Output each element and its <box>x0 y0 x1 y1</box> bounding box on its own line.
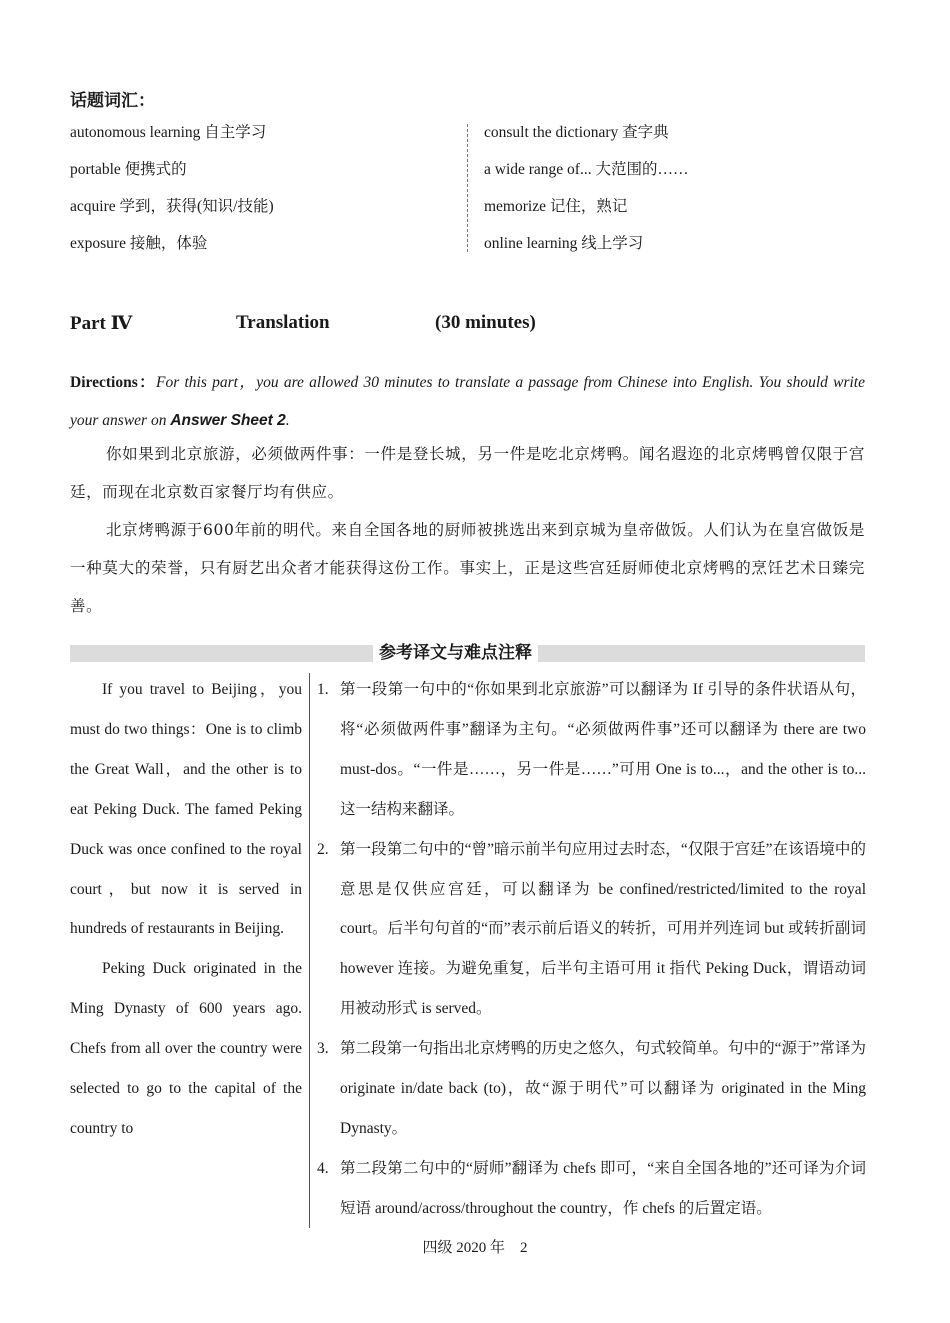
part-header <box>70 312 770 340</box>
note-item <box>317 670 866 830</box>
note-item <box>317 830 866 1030</box>
directions-end: . <box>285 412 290 429</box>
vocab-item: exposure 接触，体验 <box>70 235 208 252</box>
vocab-list-left <box>70 122 450 270</box>
vocab-item: a wide range of... 大范围的…… <box>484 161 689 178</box>
section-title: 参考译文与难点注释 <box>373 641 538 666</box>
chinese-paragraph: 北京烤鸭源于600年前的明代。来自全国各地的厨师被挑选出来到京城为皇帝做饭。人们认为在皇宫做饭是一种莫大的荣誉，只有厨艺出众者才能获得这份工作。事实上，正是这些宫廷厨师使北京烤鸭的烹饪艺术日臻完善。 <box>70 521 865 615</box>
vocab-item: autonomous learning 自主学习 <box>70 124 267 141</box>
note-item <box>317 1029 866 1149</box>
translation-paragraph: Peking Duck originated in the Ming Dynasty of 600 years ago. Chefs from all over the country were selected to go to the capital of the country to <box>70 960 302 1137</box>
note-number: 4. <box>317 1159 329 1177</box>
translation-column <box>70 670 302 1149</box>
translation-paragraph: If you travel to Beijing，you must do two things：One is to climb the Great Wall，and the other is to eat Peking Duck. The famed Peking Duck was once confined to the royal court，but now it is served in hundreds of restaurants in Beijing. <box>70 681 302 938</box>
note-text: 第二段第二句中的“厨师”翻译为 chefs 即可，“来自全国各地的”还可译为介词短语 around/across/throughout the country，作 chefs 的后置定语。 <box>340 1159 866 1217</box>
vocab-list-right <box>484 122 864 270</box>
vocab-item: portable 便携式的 <box>70 161 187 178</box>
vocab-item: online learning 线上学习 <box>484 235 644 252</box>
note-number: 2. <box>317 840 329 858</box>
directions-text: For this part，you are allowed 30 minutes to translate a passage from Chinese into English. You should write your answer on <box>70 374 865 429</box>
note-text: 第二段第一句指出北京烤鸭的历史之悠久，句式较简单。句中的“源于”常译为 originate in/date back (to)，故“源于明代”可以翻译为 originated in the Ming Dynasty。 <box>340 1040 866 1137</box>
note-item <box>317 1149 866 1229</box>
part-name: Translation <box>236 312 330 333</box>
part-time: (30 minutes) <box>435 312 536 333</box>
answer-sheet-label: Answer Sheet 2 <box>170 412 286 429</box>
directions-label: Directions： <box>70 374 156 391</box>
vocab-title: 话题词汇： <box>70 91 155 111</box>
notes-list <box>317 670 866 1229</box>
vocab-item: consult the dictionary 查字典 <box>484 124 669 141</box>
page-footer: 四级 2020 年 2 <box>422 1240 528 1256</box>
column-divider <box>309 673 310 1228</box>
vocab-item: acquire 学到，获得(知识/技能) <box>70 198 274 215</box>
vocab-divider <box>467 124 468 252</box>
chinese-paragraph: 你如果到北京旅游，必须做两件事：一件是登长城，另一件是吃北京烤鸭。闻名遐迩的北京烤鸭曾仅限于宫廷，而现在北京数百家餐厅均有供应。 <box>70 445 865 501</box>
note-text: 第一段第二句中的“曾”暗示前半句应用过去时态，“仅限于宫廷”在该语境中的意思是仅供应宫廷，可以翻译为 be confined/restricted/limited to the royal court。后半句句首的“而”表示前后语义的转折，可用并列连词 but 或转折副词 however 连接。为避免重复，后半句主语可用 it 指代 Peking Duck，谓语动词用被动形式 is served。 <box>340 840 866 1018</box>
directions <box>70 364 865 440</box>
vocab-item: memorize 记住，熟记 <box>484 198 628 215</box>
part-number: Part Ⅳ <box>70 313 133 334</box>
note-number: 1. <box>317 681 329 698</box>
note-text: 第一段第一句中的“你如果到北京旅游”可以翻译为 If 引导的条件状语从句，将“必须做两件事”翻译为主句。“必须做两件事”还可以翻译为 there are two must-dos。“一件是……，另一件是……”可用 One is to...，and the other is to...这一结构来翻译。 <box>340 681 866 818</box>
note-number: 3. <box>317 1040 329 1058</box>
